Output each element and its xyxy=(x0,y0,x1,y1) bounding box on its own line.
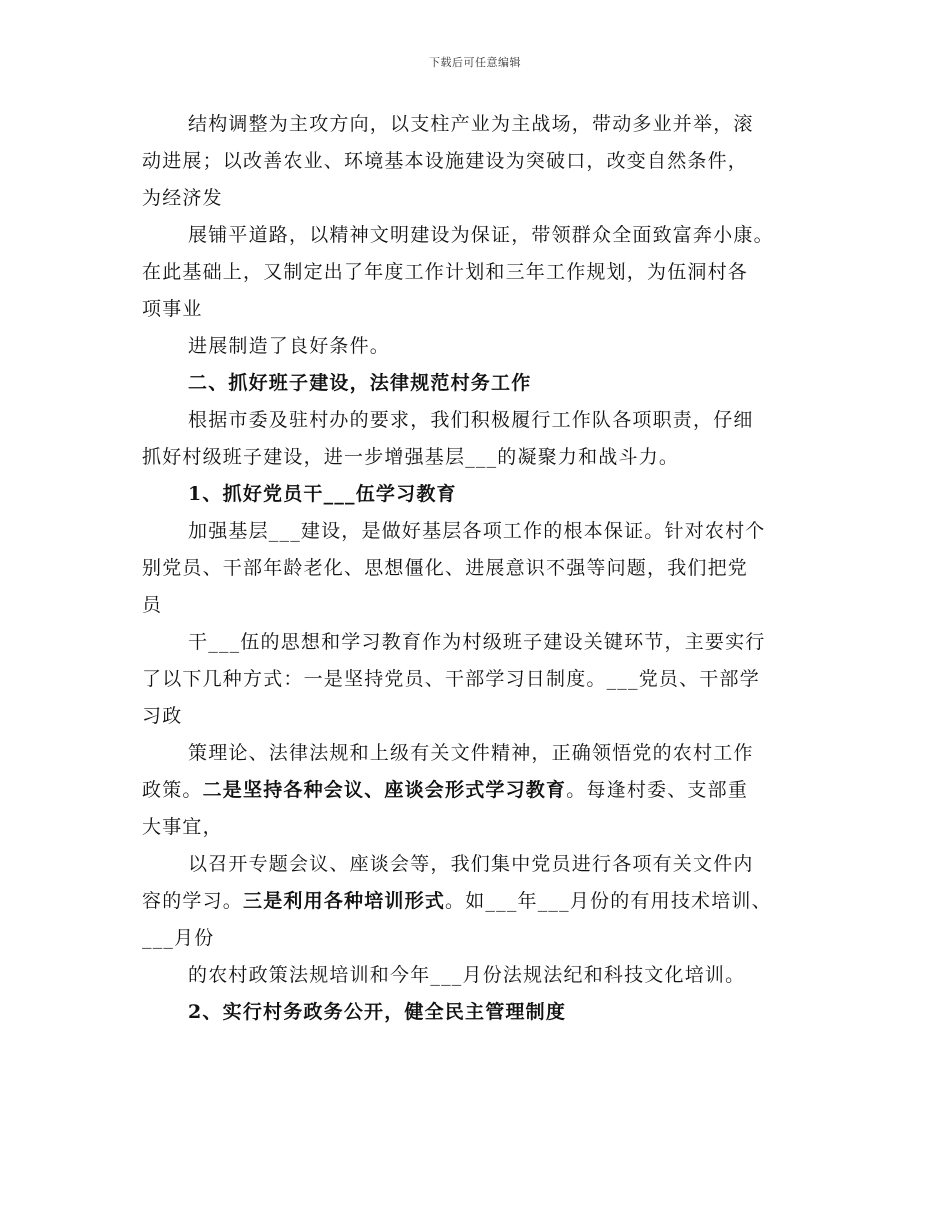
paragraph-line: 以召开专题会议、座谈会等，我们集中党员进行各项有关文件内 xyxy=(188,853,754,875)
paragraph-line: 在此基础上，又制定出了年度工作计划和三年工作规划，为伍洞村各 xyxy=(142,261,749,283)
paragraph-line: 根据市委及驻村办的要求，我们积极履行工作队各项职责，仔细 xyxy=(188,409,754,431)
paragraph-line: 员 xyxy=(142,594,163,616)
paragraph-line: 大事宜， xyxy=(142,816,223,838)
paragraph-line: ___月份 xyxy=(142,927,215,949)
paragraph-line: 动进展；以改善农业、环境基本设施建设为突破口，改变自然条件， xyxy=(142,150,749,172)
text-segment: 容的学习。 xyxy=(142,890,244,912)
paragraph-line: 了以下几种方式：一是坚持党员、干部学习日制度。___党员、干部学 xyxy=(142,668,760,690)
bold-text-segment: 二是坚持各种会议、座谈会形式学习教育 xyxy=(202,779,567,801)
paragraph-line: 别党员、干部年龄老化、思想僵化、进展意识不强等问题，我们把党 xyxy=(142,557,749,579)
paragraph-line: 展铺平道路，以精神文明建设为保证，带领群众全面致富奔小康。 xyxy=(188,224,774,246)
paragraph-line xyxy=(142,772,832,809)
paragraph-line: 为经济发 xyxy=(142,187,223,209)
paragraph-line: 结构调整为主攻方向，以支柱产业为主战场，带动多业并举，滚 xyxy=(188,113,754,135)
bold-text-segment: 三是利用各种培训形式 xyxy=(243,890,446,912)
paragraph-line: 习政 xyxy=(142,705,183,727)
subsection-heading: 2、实行村务政务公开，健全民主管理制度 xyxy=(188,1001,567,1023)
paragraph-line: 进展制造了良好条件。 xyxy=(188,335,391,357)
paragraph-line: 项事业 xyxy=(142,298,203,320)
paragraph-line: 的农村政策法规培训和今年___月份法规法纪和科技文化培训。 xyxy=(188,964,746,986)
paragraph-line: 抓好村级班子建设，进一步增强基层___的凝聚力和战斗力。 xyxy=(142,446,680,468)
text-segment: 。每逢村委、支部重 xyxy=(566,779,749,801)
section-heading: 二、抓好班子建设，法律规范村务工作 xyxy=(188,372,532,394)
paragraph-line: 策理论、法律法规和上级有关文件精神，正确领悟党的农村工作 xyxy=(188,742,754,764)
paragraph-line: 干___伍的思想和学习教育作为村级班子建设关键环节，主要实行 xyxy=(188,631,766,653)
subsection-heading: 1、抓好党员干___伍学习教育 xyxy=(188,483,457,505)
text-segment: 。如___年___月份的有用技术培训、 xyxy=(445,890,772,912)
document-body xyxy=(142,106,832,1031)
page-header: 下载后可任意编辑 xyxy=(429,56,521,69)
text-segment: 政策。 xyxy=(142,779,203,801)
paragraph-line xyxy=(142,883,832,920)
paragraph-line: 加强基层___建设，是做好基层各项工作的根本保证。针对农村个 xyxy=(188,520,766,542)
